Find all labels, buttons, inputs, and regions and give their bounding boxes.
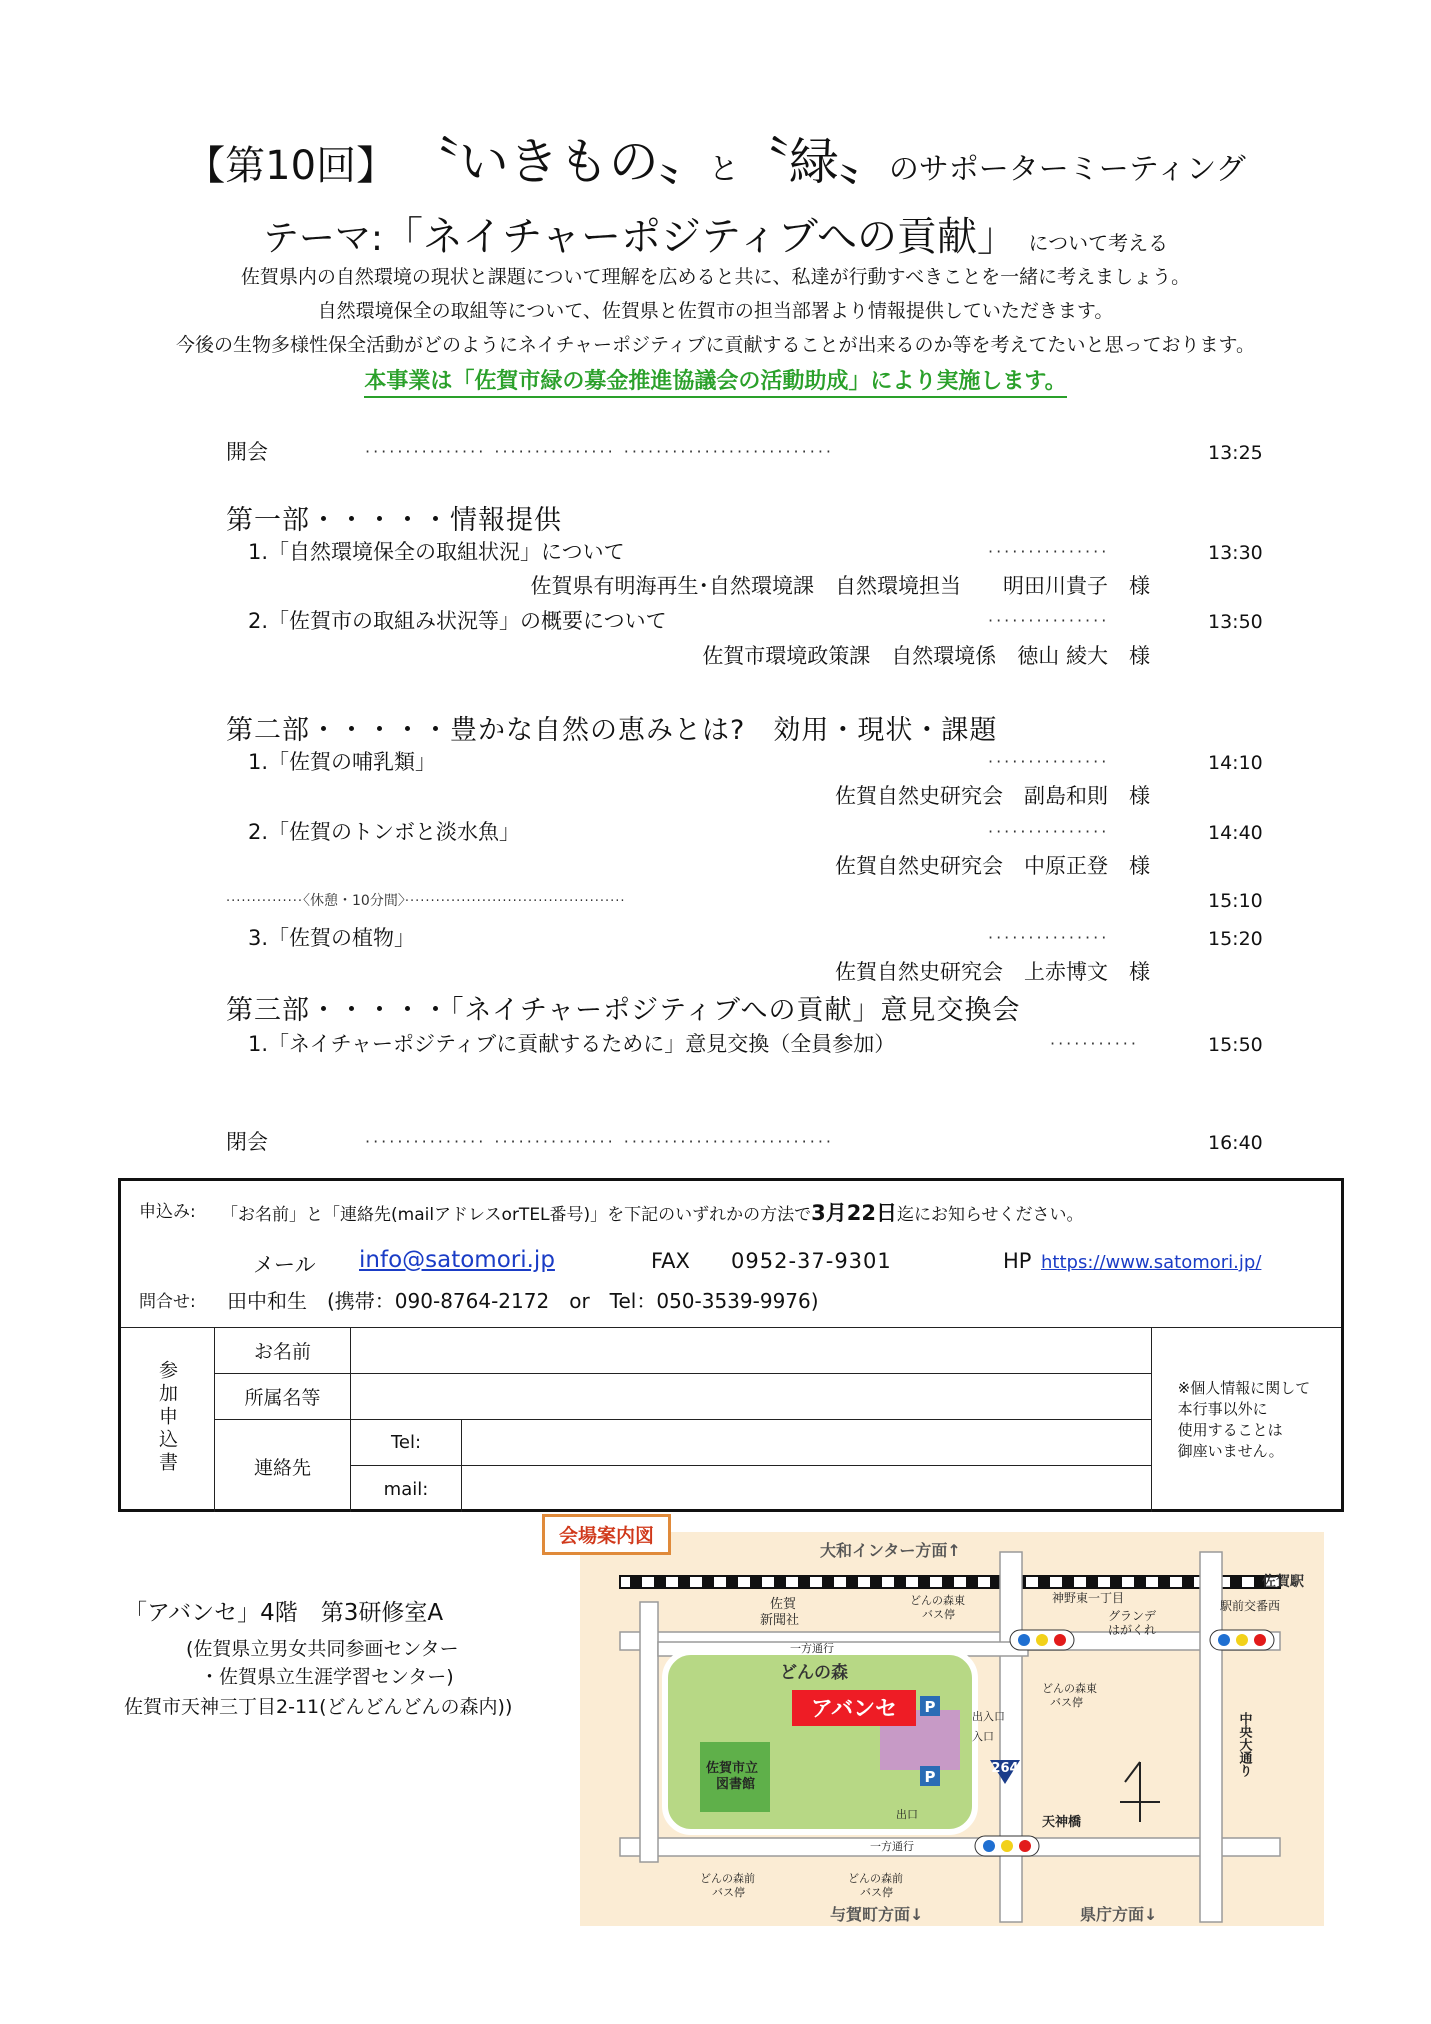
part2-item3-title: 3.「佐賀の植物」 <box>248 926 416 950</box>
part2-title: 第二部・・・・・豊かな自然の恵みとは? 効用・現状・課題 <box>226 715 998 746</box>
part1-title: 第一部・・・・・情報提供 <box>226 505 562 536</box>
rail-tick <box>630 1576 642 1588</box>
title-number: 【第10回】 <box>185 143 397 189</box>
contact-label: 問合せ: <box>139 1292 196 1312</box>
rail-tick <box>1110 1576 1122 1588</box>
mail-link[interactable]: info@satomori.jp <box>359 1247 555 1273</box>
part2-item3-speaker: 佐賀自然史研究会 上赤博文 様 <box>835 960 1150 984</box>
part2-item1-title: 1.「佐賀の哺乳類」 <box>248 750 437 774</box>
fax-number: 0952-37-9301 <box>731 1249 892 1273</box>
part1-item1-title: 1.「自然環境保全の取組状況」について <box>248 540 625 564</box>
route-number: 264 <box>991 1761 1019 1776</box>
rail-tick <box>678 1576 690 1588</box>
part2-item1-time: 14:10 <box>1208 752 1263 774</box>
rail-tick <box>846 1576 858 1588</box>
tel-label: Tel: <box>351 1420 462 1466</box>
fax-label: FAX <box>651 1249 690 1273</box>
map-title: 会場案内図 <box>542 1514 671 1555</box>
apply-text: 「お名前」と「連絡先(mailアドレスorTEL番号)」を下記のいずれかの方法で3月22日迄にお知らせください。 <box>221 1201 1084 1225</box>
open-label: 開会 <box>226 440 268 464</box>
svg-text:P: P <box>924 1698 936 1716</box>
form-side-label: 参加申込書 <box>121 1328 215 1513</box>
break-label: 〈休憩・10分間〉 <box>303 893 405 909</box>
rail-tick <box>894 1576 906 1588</box>
venue-address: 佐賀市天神三丁目2-11(どんどんどんの森内)) <box>124 1696 513 1718</box>
venue-map <box>559 1525 1324 1926</box>
busstop-east-label: どんの森東バス停 <box>1042 1682 1097 1709</box>
venue-name: 「アバンセ」4階 第3研修室A <box>124 1600 444 1626</box>
map-north-label: 大和インター方面↑ <box>820 1541 961 1560</box>
rail-tick <box>750 1576 762 1588</box>
rail-tick <box>822 1576 834 1588</box>
theme-tail: について考える <box>1028 231 1169 255</box>
rail-tick <box>1062 1576 1074 1588</box>
title-suffix: のサポーターミーティング <box>888 152 1246 187</box>
close-dots: ··············· ··············· ·························· <box>365 1132 834 1151</box>
exit-label: 出口 <box>896 1808 918 1821</box>
email-input[interactable] <box>462 1466 1152 1512</box>
rail-tick <box>1182 1576 1194 1588</box>
oneway-top-label: 一方通行 <box>790 1642 834 1655</box>
chuo-label: 中央大通り <box>1236 1712 1252 1777</box>
part3-item1-dots: ··········· <box>1050 1034 1139 1053</box>
theme-main: 「ネイチャーポジティブへの貢献」 <box>383 214 1018 260</box>
newspaper-label: 佐賀新聞社 <box>760 1597 800 1628</box>
rail-tick <box>1230 1576 1242 1588</box>
email-label: mail: <box>351 1466 462 1512</box>
rail-tick <box>966 1576 978 1588</box>
part2-item2-speaker: 佐賀自然史研究会 中原正登 様 <box>835 854 1150 878</box>
library-label: 佐賀市立図書館 <box>706 1761 759 1792</box>
entrance-label: 入口 <box>972 1730 994 1743</box>
rail-tick <box>1158 1576 1170 1588</box>
venue-sub2: ・佐賀県立生涯学習センター) <box>200 1666 454 1688</box>
org-input[interactable] <box>351 1374 1152 1420</box>
jinno-label: 神野東一丁目 <box>1052 1591 1125 1605</box>
grande-label: グランデはがくれ <box>1108 1609 1157 1637</box>
part1-item2-title: 2.「佐賀市の取組み状況等」の概要について <box>248 609 667 633</box>
page-title <box>0 122 1431 194</box>
rail-tick <box>774 1576 786 1588</box>
mail-label: メール <box>253 1253 316 1277</box>
contact-info: 田中和生 (携帯：090-8764-2172 or Tel：050-3539-9976) <box>227 1289 819 1313</box>
close-time: 16:40 <box>1208 1132 1263 1154</box>
map-south2-label: 県庁方面↓ <box>1080 1905 1158 1924</box>
intro-line-3: 今後の生物多様性保全活動がどのようにネイチャーポジティブに貢献することが出来るのか等を考えてたいと思っております。 <box>175 334 1255 356</box>
name-input[interactable] <box>351 1328 1152 1374</box>
grant-notice: 本事業は「佐賀市緑の募金推進協議会の活動助成」により実施します。 <box>0 364 1431 395</box>
intro-line-1: 佐賀県内の自然環境の現状と課題について理解を広めると共に、私達が行動すべきことを一緒に考えましょう。 <box>240 266 1191 288</box>
rail-tick <box>1134 1576 1146 1588</box>
intro-line-2: 自然環境保全の取組等について、佐賀県と佐賀市の担当部署より情報提供していただきます。 <box>317 300 1114 322</box>
org-label: 所属名等 <box>215 1374 351 1420</box>
open-dots: ··············· ··············· ·························· <box>365 442 834 461</box>
privacy-note: ※個人情報に関して 本行事以外に 使用することは 御座いません。 <box>1151 1328 1341 1513</box>
part1-item2-time: 13:50 <box>1208 611 1263 633</box>
application-form <box>118 1178 1344 1512</box>
theme-label: テーマ: <box>262 218 384 259</box>
part2-item2-time: 14:40 <box>1208 822 1263 844</box>
station-label: 佐賀駅 <box>1262 1574 1304 1590</box>
rail-tick <box>1086 1576 1098 1588</box>
part1-item2-dots: ··············· <box>988 611 1110 630</box>
part3-item1-time: 15:50 <box>1208 1034 1263 1056</box>
part2-item3-time: 15:20 <box>1208 928 1263 950</box>
busstop-front1-label: どんの森前バス停 <box>700 1872 755 1899</box>
break-time: 15:10 <box>1208 890 1263 912</box>
close-label: 閉会 <box>226 1130 268 1154</box>
busstop-front2-label: どんの森前バス停 <box>848 1872 903 1899</box>
part2-item2-title: 2.「佐賀のトンボと淡水魚」 <box>248 820 521 844</box>
part2-item2-dots: ··············· <box>988 822 1110 841</box>
rail-tick <box>798 1576 810 1588</box>
open-time: 13:25 <box>1208 442 1263 464</box>
hp-link[interactable]: https://www.satomori.jp/ <box>1041 1252 1262 1273</box>
venue-sub1: (佐賀県立男女共同参画センター <box>186 1638 459 1660</box>
title-ikimono: 〝いきもの〟 <box>408 133 709 191</box>
rail-tick <box>654 1576 666 1588</box>
exit-entrance-label: 出入口 <box>972 1710 1005 1723</box>
busstop-north-label: どんの森東バス停 <box>910 1594 965 1621</box>
hp-label: HP <box>1003 1249 1032 1273</box>
svg-text:P: P <box>924 1768 936 1786</box>
rail-tick <box>702 1576 714 1588</box>
part2-item1-dots: ··············· <box>988 752 1110 771</box>
rail-tick <box>870 1576 882 1588</box>
part3-title: 第三部・・・・・「ネイチャーポジティブへの貢献」意見交換会 <box>226 995 1021 1026</box>
railway <box>620 1576 1280 1588</box>
break-line: ···············〈休憩・10分間〉··········································· <box>226 893 626 909</box>
part2-item1-speaker: 佐賀自然史研究会 副島和則 様 <box>835 784 1150 808</box>
station-west-label: 駅前交番西 <box>1220 1599 1281 1613</box>
tenjinbashi-label: 天神橋 <box>1042 1815 1082 1830</box>
title-midori: 〝緑〟 <box>738 133 889 191</box>
part1-item1-dots: ··············· <box>988 542 1110 561</box>
apply-deadline: 3月22日 <box>811 1201 898 1225</box>
part1-item1-time: 13:30 <box>1208 542 1263 564</box>
apply-label: 申込み: <box>139 1202 196 1222</box>
rail-tick <box>918 1576 930 1588</box>
rail-tick <box>942 1576 954 1588</box>
map-south1-label: 与賀町方面↓ <box>830 1905 924 1924</box>
part1-item2-speaker: 佐賀市環境政策課 自然環境係 徳山 綾大 様 <box>702 644 1150 668</box>
part2-item3-dots: ··············· <box>988 928 1110 947</box>
rail-tick <box>1038 1576 1050 1588</box>
part1-item1-speaker: 佐賀県有明海再生･自然環境課 自然環境担当 明田川貴子 様 <box>530 574 1150 598</box>
oneway-bottom-label: 一方通行 <box>870 1840 914 1853</box>
forest-label: どんの森 <box>780 1663 848 1683</box>
part3-item1-title: 1.「ネイチャーポジティブに貢献するために」意見交換（全員参加） <box>248 1032 896 1056</box>
avance-label: アバンセ <box>810 1697 898 1722</box>
tel-input[interactable] <box>462 1420 1152 1466</box>
rail-tick <box>726 1576 738 1588</box>
title-to: と <box>708 152 739 187</box>
name-label: お名前 <box>215 1328 351 1374</box>
theme-line <box>0 205 1431 262</box>
form-table <box>121 1327 1341 1512</box>
contact-field-label: 連絡先 <box>215 1420 351 1512</box>
